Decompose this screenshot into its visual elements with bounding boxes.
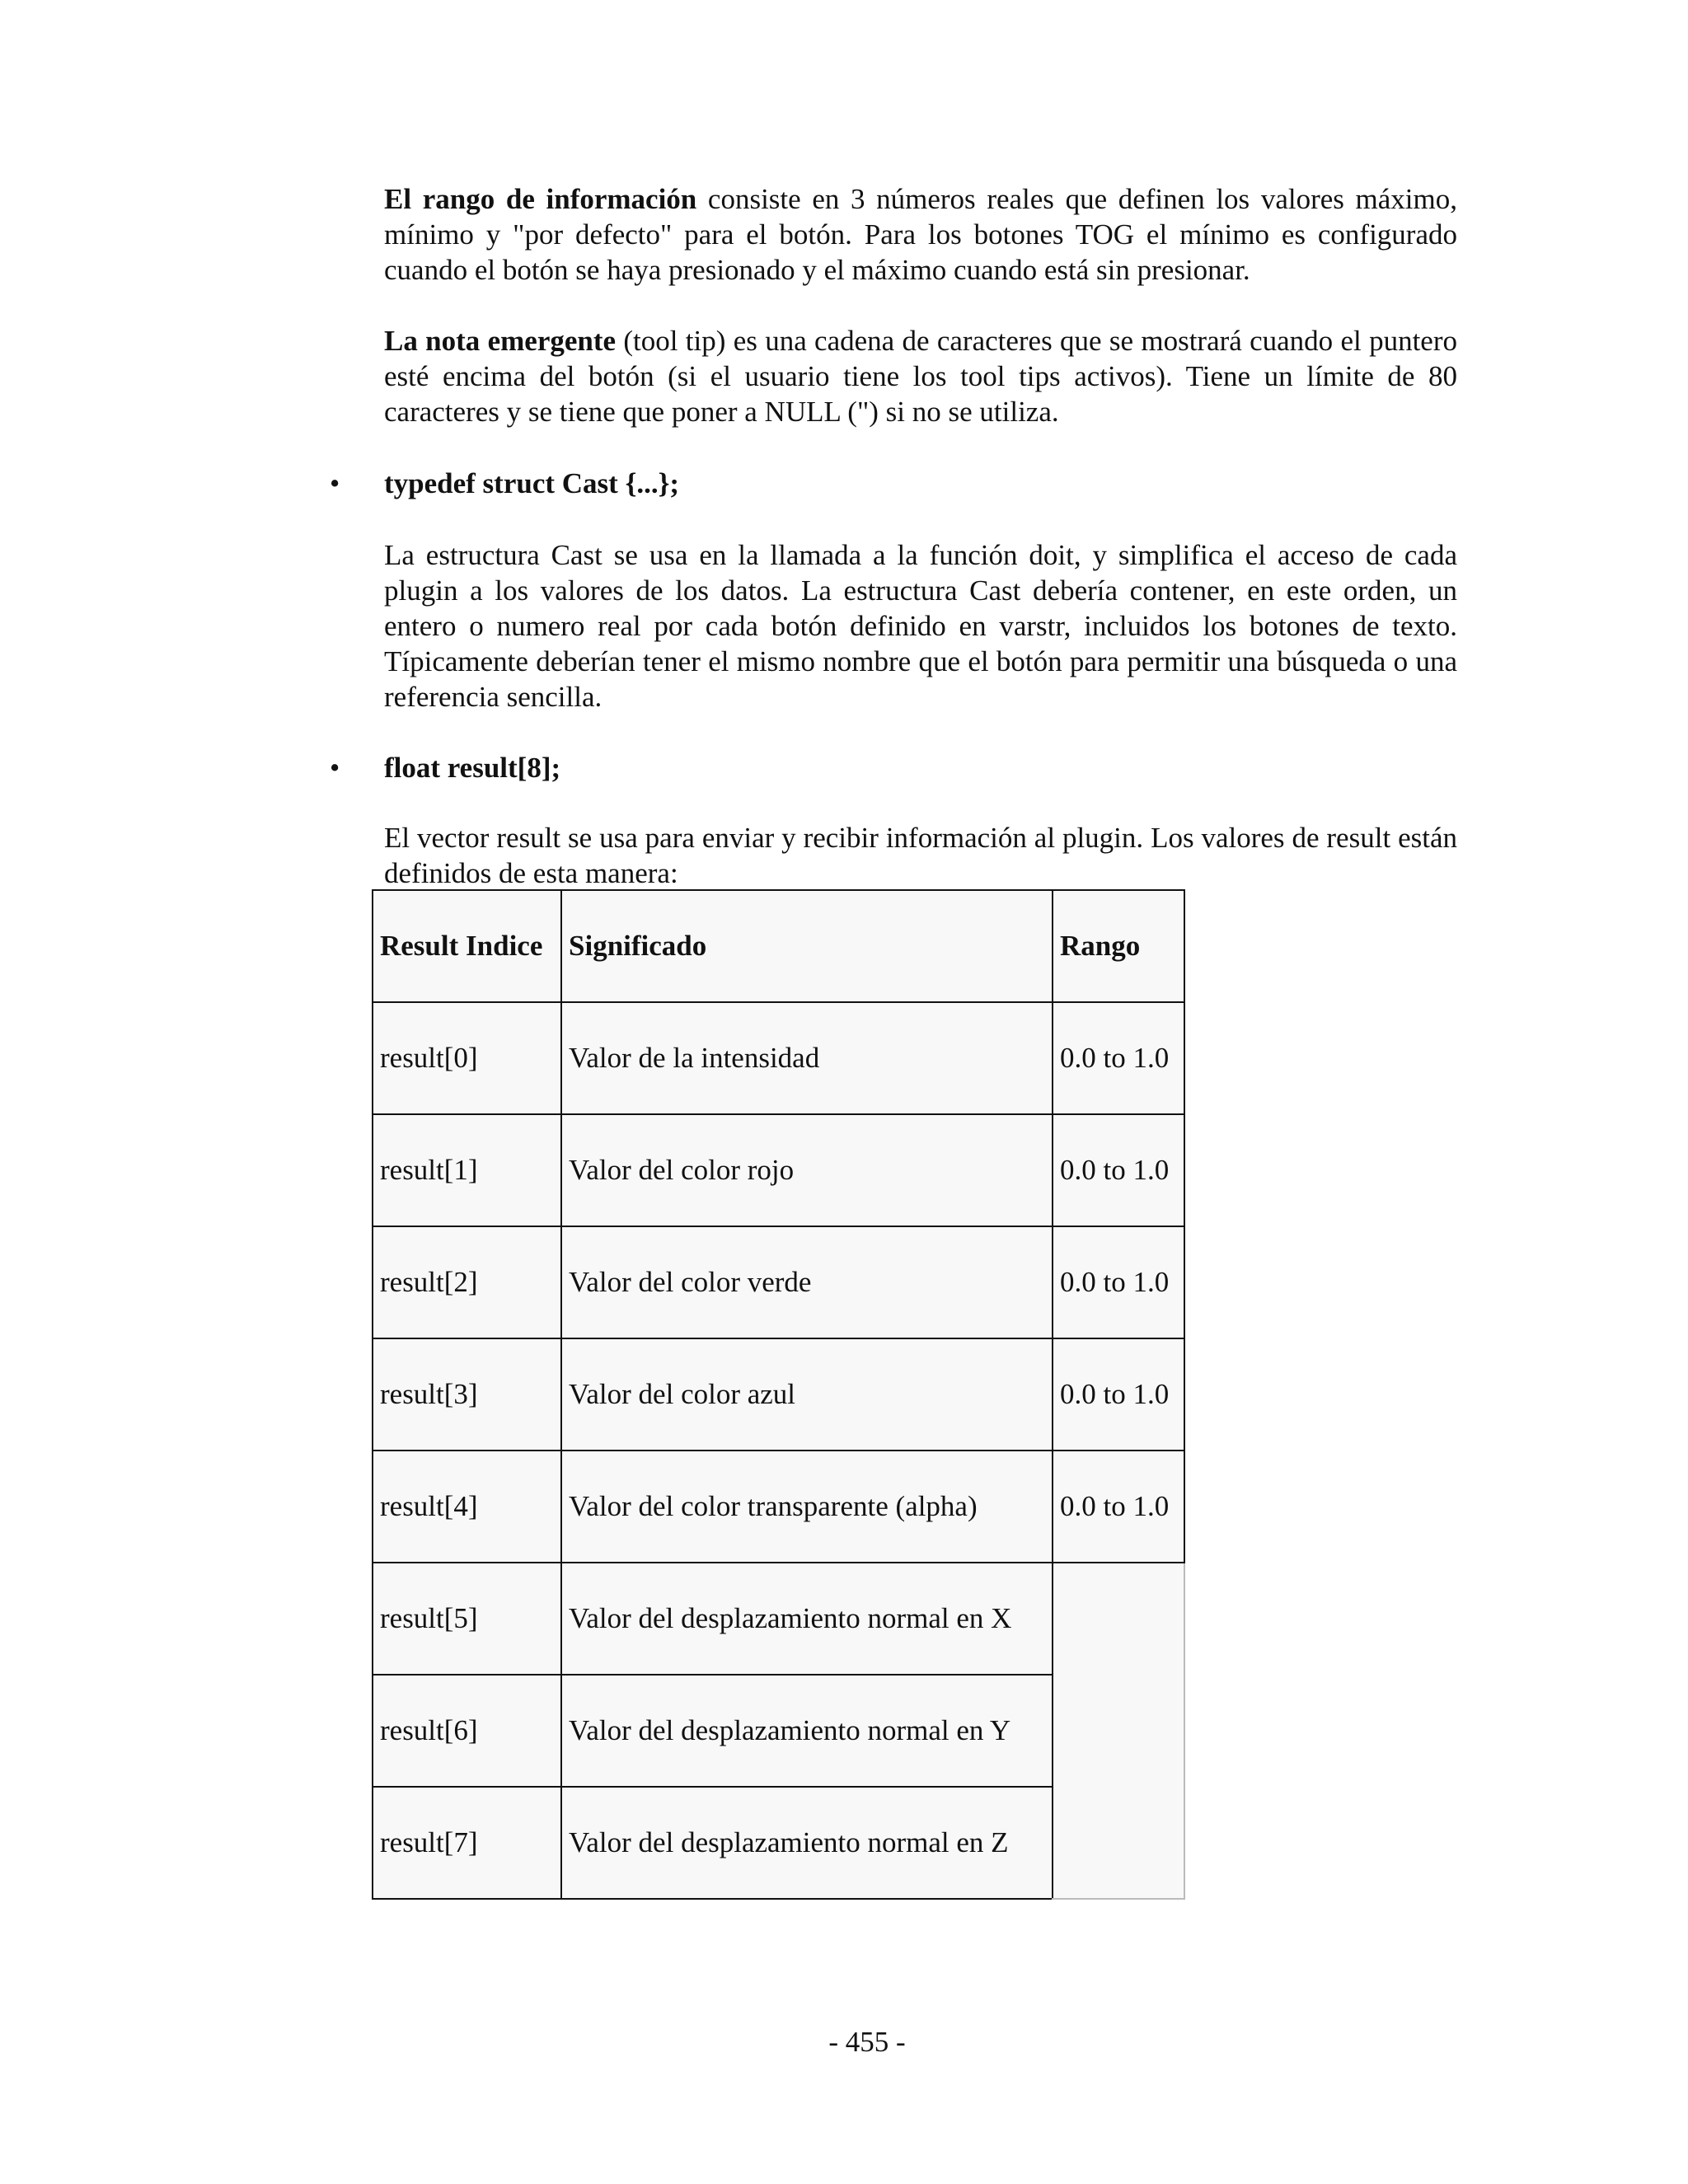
result-table bbox=[372, 889, 1185, 1900]
range-term: El rango de información bbox=[384, 183, 697, 215]
cell-range: 0.0 to 1.0 bbox=[1053, 1451, 1184, 1563]
tooltip-description: (tool tip) es una cadena de caracteres que se mostrará cuando el puntero esté encima del botón (si el usuario tiene los tool tips activos). Tiene un límite de 80 caracteres y se tiene que poner a NULL (") si no se utiliza. bbox=[384, 325, 1457, 428]
cell-range-empty bbox=[1053, 1563, 1184, 1899]
table-row bbox=[373, 1338, 1184, 1451]
cell-meaning: Valor del color verde bbox=[561, 1226, 1053, 1338]
cell-meaning: Valor del desplazamiento normal en X bbox=[561, 1563, 1053, 1675]
cell-meaning: Valor del color transparente (alpha) bbox=[561, 1451, 1053, 1563]
bullet-marker: • bbox=[330, 752, 340, 784]
cell-index: result[3] bbox=[373, 1338, 561, 1451]
table-row bbox=[373, 1226, 1184, 1338]
cell-meaning: Valor de la intensidad bbox=[561, 1002, 1053, 1114]
cell-range: 0.0 to 1.0 bbox=[1053, 1002, 1184, 1114]
table-row bbox=[373, 1114, 1184, 1226]
cell-range: 0.0 to 1.0 bbox=[1053, 1114, 1184, 1226]
cell-index: result[6] bbox=[373, 1675, 561, 1787]
table-row bbox=[373, 1563, 1184, 1675]
tooltip-term: La nota emergente bbox=[384, 325, 617, 357]
cell-index: result[4] bbox=[373, 1451, 561, 1563]
cast-description: La estructura Cast se usa en la llamada a la función doit, y simplifica el acceso de cada plugin a los valores de los datos. La estructura Cast debería contener, en este orden, un entero o numero real por cada botón definido en varstr, incluidos los botones de texto. Típicamente deberían tener el mismo nombre que el botón para permitir una búsqueda o una referencia sencilla. bbox=[384, 539, 1457, 713]
intro-paragraph-tooltip bbox=[384, 323, 1457, 429]
bullet-heading-cast: typedef struct Cast {...}; bbox=[384, 467, 680, 499]
cell-index: result[1] bbox=[373, 1114, 561, 1226]
header-rango: Rango bbox=[1053, 890, 1184, 1002]
cell-range: 0.0 to 1.0 bbox=[1053, 1226, 1184, 1338]
cell-index: result[7] bbox=[373, 1787, 561, 1899]
range-description: consiste en 3 números reales que definen los valores máximo, mínimo y "por defecto" para el botón. Para los botones TOG el mínimo es configurado cuando el botón se haya presionado y el máximo cuando está sin presionar. bbox=[384, 183, 1457, 286]
cell-index: result[5] bbox=[373, 1563, 561, 1675]
table-header-row bbox=[373, 890, 1184, 1002]
bullet-marker: • bbox=[330, 467, 340, 499]
cell-range: 0.0 to 1.0 bbox=[1053, 1338, 1184, 1451]
cell-index: result[2] bbox=[373, 1226, 561, 1338]
intro-paragraph-range bbox=[384, 181, 1457, 288]
table-row bbox=[373, 1002, 1184, 1114]
bullet-heading-result: float result[8]; bbox=[384, 752, 561, 784]
header-result-indice: Result Indice bbox=[373, 890, 561, 1002]
cell-meaning: Valor del color azul bbox=[561, 1338, 1053, 1451]
cell-index: result[0] bbox=[373, 1002, 561, 1114]
page-number: - 455 - bbox=[828, 2026, 906, 2058]
cell-meaning: Valor del desplazamiento normal en Z bbox=[561, 1787, 1053, 1899]
cell-meaning: Valor del color rojo bbox=[561, 1114, 1053, 1226]
result-description: El vector result se usa para enviar y recibir información al plugin. Los valores de result están definidos de esta manera: bbox=[384, 822, 1457, 889]
table-row bbox=[373, 1451, 1184, 1563]
cell-meaning: Valor del desplazamiento normal en Y bbox=[561, 1675, 1053, 1787]
header-significado: Significado bbox=[561, 890, 1053, 1002]
